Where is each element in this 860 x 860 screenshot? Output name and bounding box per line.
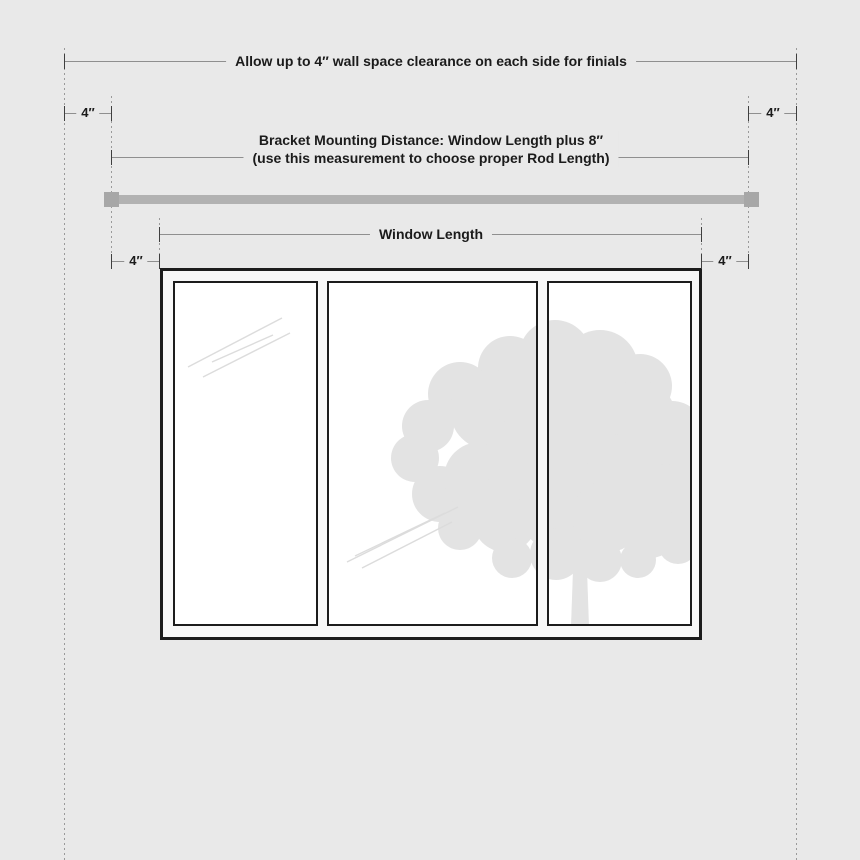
gap-label-top-left: 4″ — [76, 105, 99, 121]
rod-end-cap-left — [104, 192, 119, 207]
dimension-tick — [748, 150, 749, 165]
clearance-dashline-left — [64, 48, 65, 860]
dimension-tick — [111, 150, 112, 165]
window-pane-right — [547, 281, 692, 626]
dimension-tick — [701, 227, 702, 242]
rod-end-cap-right — [744, 192, 759, 207]
dimension-tick — [159, 254, 160, 269]
dimension-tick — [111, 106, 112, 121]
dimension-tick — [64, 54, 65, 69]
dimension-tick — [796, 54, 797, 69]
window-pane-center — [327, 281, 538, 626]
clearance-dashline-right — [796, 48, 797, 860]
bracket-dashline-left — [111, 96, 112, 268]
dimension-tick — [159, 227, 160, 242]
window-art — [327, 281, 538, 626]
dimension-tick — [796, 106, 797, 121]
bracket-distance-label — [243, 131, 618, 167]
gap-label-bottom-right: 4″ — [713, 253, 736, 269]
dimension-tick — [748, 254, 749, 269]
gap-label-top-right: 4″ — [761, 105, 784, 121]
dimension-tick — [701, 254, 702, 269]
window-pane-left — [173, 281, 318, 626]
window-art — [173, 281, 318, 626]
window-frame — [160, 268, 702, 640]
dimension-tick — [64, 106, 65, 121]
gap-label-bottom-left: 4″ — [124, 253, 147, 269]
dimension-tick — [748, 106, 749, 121]
window-art — [547, 281, 692, 626]
curtain-rod — [105, 195, 759, 204]
dimension-tick — [111, 254, 112, 269]
window-length-label: Window Length — [370, 225, 492, 243]
finial-clearance-label: Allow up to 4″ wall space clearance on each side for finials — [226, 52, 636, 70]
bracket-distance-label-line2: (use this measurement to choose proper Rod Length) — [252, 150, 610, 166]
bracket-dashline-right — [748, 96, 749, 268]
bracket-distance-label-line1: Bracket Mounting Distance: Window Length plus 8″ — [258, 132, 604, 148]
